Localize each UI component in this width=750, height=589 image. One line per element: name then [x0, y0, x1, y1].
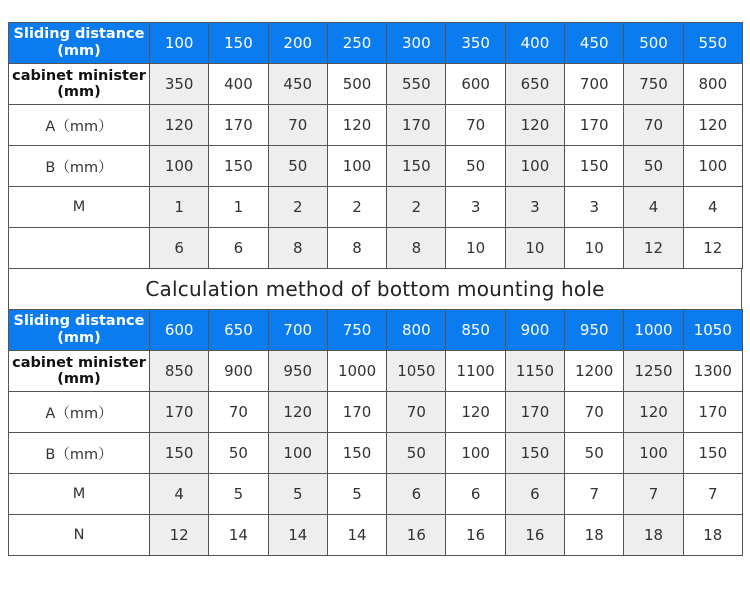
value-cell: 8	[387, 228, 446, 269]
value-cell: 70	[209, 392, 268, 433]
header-row	[9, 23, 743, 64]
row-label-line1: cabinet minister	[12, 68, 146, 84]
header-value-cell: 350	[446, 23, 505, 64]
value-cell: 8	[268, 228, 327, 269]
value-cell: 170	[565, 105, 624, 146]
value-cell: 70	[446, 105, 505, 146]
header-value-cell: 450	[565, 23, 624, 64]
row-label-line2: (mm)	[57, 84, 101, 100]
row-label-line1: B（mm）	[45, 446, 113, 463]
value-cell: 450	[268, 64, 327, 105]
header-value-cell: 550	[683, 23, 742, 64]
row-label-line1: B（mm）	[45, 159, 113, 176]
value-cell: 70	[268, 105, 327, 146]
value-cell: 150	[150, 433, 209, 474]
value-cell: 100	[327, 146, 386, 187]
header-value-cell: 900	[505, 310, 564, 351]
header-label-line1: Sliding distance	[13, 26, 145, 42]
value-cell: 70	[565, 392, 624, 433]
value-cell: 70	[624, 105, 683, 146]
section-caption: Calculation method of bottom mounting hole	[8, 269, 742, 309]
value-cell: 550	[387, 64, 446, 105]
value-cell: 7	[624, 474, 683, 515]
value-cell: 750	[624, 64, 683, 105]
value-cell: 170	[209, 105, 268, 146]
row-label-line1: M	[72, 486, 86, 502]
row-label-line2: (mm)	[57, 371, 101, 387]
header-value-cell: 200	[268, 23, 327, 64]
value-cell: 10	[446, 228, 505, 269]
header-value-cell: 400	[505, 23, 564, 64]
header-value-cell: 850	[446, 310, 505, 351]
value-cell: 700	[565, 64, 624, 105]
header-value-cell: 250	[327, 23, 386, 64]
value-cell: 100	[268, 433, 327, 474]
value-cell: 5	[268, 474, 327, 515]
table-row	[9, 64, 743, 105]
spec-table-1	[8, 22, 743, 269]
value-cell: 6	[446, 474, 505, 515]
value-cell: 120	[505, 105, 564, 146]
value-cell: 100	[446, 433, 505, 474]
table-row	[9, 351, 743, 392]
value-cell: 1050	[387, 351, 446, 392]
value-cell: 12	[624, 228, 683, 269]
value-cell: 16	[505, 515, 564, 556]
value-cell: 650	[505, 64, 564, 105]
value-cell: 1100	[446, 351, 505, 392]
value-cell: 150	[565, 146, 624, 187]
value-cell: 500	[327, 64, 386, 105]
value-cell: 120	[446, 392, 505, 433]
value-cell: 170	[683, 392, 742, 433]
header-value-cell: 500	[624, 23, 683, 64]
value-cell: 50	[624, 146, 683, 187]
value-cell: 5	[209, 474, 268, 515]
value-cell: 150	[209, 146, 268, 187]
row-label-cell	[9, 351, 150, 392]
value-cell: 100	[624, 433, 683, 474]
header-row	[9, 310, 743, 351]
value-cell: 16	[387, 515, 446, 556]
header-value-cell: 100	[150, 23, 209, 64]
row-label-cell	[9, 146, 150, 187]
header-label-line2: (mm)	[57, 330, 101, 346]
value-cell: 120	[268, 392, 327, 433]
row-label-cell	[9, 433, 150, 474]
table-row	[9, 433, 743, 474]
value-cell: 1300	[683, 351, 742, 392]
header-value-cell: 800	[387, 310, 446, 351]
value-cell: 18	[565, 515, 624, 556]
value-cell: 10	[565, 228, 624, 269]
table-row	[9, 392, 743, 433]
value-cell: 8	[327, 228, 386, 269]
value-cell: 50	[446, 146, 505, 187]
value-cell: 170	[327, 392, 386, 433]
header-label-cell	[9, 23, 150, 64]
value-cell: 14	[327, 515, 386, 556]
row-label-cell	[9, 187, 150, 228]
value-cell: 100	[683, 146, 742, 187]
value-cell: 4	[683, 187, 742, 228]
header-label-line2: (mm)	[57, 43, 101, 59]
value-cell: 3	[565, 187, 624, 228]
table-row	[9, 146, 743, 187]
value-cell: 850	[150, 351, 209, 392]
table-row	[9, 187, 743, 228]
value-cell: 12	[683, 228, 742, 269]
row-label-line1: A（mm）	[45, 405, 113, 422]
value-cell: 120	[624, 392, 683, 433]
value-cell: 950	[268, 351, 327, 392]
value-cell: 50	[209, 433, 268, 474]
value-cell: 70	[387, 392, 446, 433]
value-cell: 18	[683, 515, 742, 556]
row-label-cell	[9, 64, 150, 105]
value-cell: 5	[327, 474, 386, 515]
header-value-cell: 150	[209, 23, 268, 64]
value-cell: 150	[327, 433, 386, 474]
value-cell: 7	[565, 474, 624, 515]
value-cell: 1150	[505, 351, 564, 392]
header-label-cell	[9, 310, 150, 351]
value-cell: 100	[505, 146, 564, 187]
row-label-line1: A（mm）	[45, 118, 113, 135]
value-cell: 120	[150, 105, 209, 146]
value-cell: 150	[683, 433, 742, 474]
value-cell: 50	[565, 433, 624, 474]
value-cell: 6	[387, 474, 446, 515]
value-cell: 14	[209, 515, 268, 556]
header-value-cell: 750	[327, 310, 386, 351]
table-row	[9, 515, 743, 556]
row-label-cell	[9, 228, 150, 269]
row-label-line1: M	[72, 199, 86, 215]
value-cell: 50	[387, 433, 446, 474]
value-cell: 6	[209, 228, 268, 269]
value-cell: 400	[209, 64, 268, 105]
value-cell: 350	[150, 64, 209, 105]
value-cell: 3	[446, 187, 505, 228]
spec-table-2	[8, 309, 743, 556]
value-cell: 150	[505, 433, 564, 474]
value-cell: 1200	[565, 351, 624, 392]
spec-sheet	[8, 22, 742, 556]
value-cell: 170	[505, 392, 564, 433]
row-label-line1: cabinet minister	[12, 355, 146, 371]
value-cell: 6	[505, 474, 564, 515]
value-cell: 800	[683, 64, 742, 105]
value-cell: 150	[387, 146, 446, 187]
value-cell: 1	[150, 187, 209, 228]
value-cell: 10	[505, 228, 564, 269]
value-cell: 170	[150, 392, 209, 433]
header-value-cell: 700	[268, 310, 327, 351]
header-label-line1: Sliding distance	[13, 313, 145, 329]
value-cell: 1	[209, 187, 268, 228]
row-label-cell	[9, 515, 150, 556]
value-cell: 2	[268, 187, 327, 228]
value-cell: 4	[150, 474, 209, 515]
value-cell: 6	[150, 228, 209, 269]
value-cell: 2	[327, 187, 386, 228]
value-cell: 100	[150, 146, 209, 187]
header-value-cell: 950	[565, 310, 624, 351]
value-cell: 16	[446, 515, 505, 556]
table-row	[9, 105, 743, 146]
value-cell: 1000	[327, 351, 386, 392]
row-label-cell	[9, 105, 150, 146]
header-value-cell: 1050	[683, 310, 742, 351]
row-label-cell	[9, 474, 150, 515]
value-cell: 3	[505, 187, 564, 228]
header-value-cell: 650	[209, 310, 268, 351]
value-cell: 50	[268, 146, 327, 187]
value-cell: 4	[624, 187, 683, 228]
header-value-cell: 1000	[624, 310, 683, 351]
header-value-cell: 600	[150, 310, 209, 351]
value-cell: 2	[387, 187, 446, 228]
value-cell: 120	[327, 105, 386, 146]
value-cell: 14	[268, 515, 327, 556]
value-cell: 600	[446, 64, 505, 105]
value-cell: 1250	[624, 351, 683, 392]
table-row	[9, 474, 743, 515]
table-row	[9, 228, 743, 269]
value-cell: 900	[209, 351, 268, 392]
header-value-cell: 300	[387, 23, 446, 64]
value-cell: 7	[683, 474, 742, 515]
row-label-line1: N	[73, 527, 85, 543]
value-cell: 18	[624, 515, 683, 556]
value-cell: 120	[683, 105, 742, 146]
row-label-cell	[9, 392, 150, 433]
value-cell: 12	[150, 515, 209, 556]
value-cell: 170	[387, 105, 446, 146]
